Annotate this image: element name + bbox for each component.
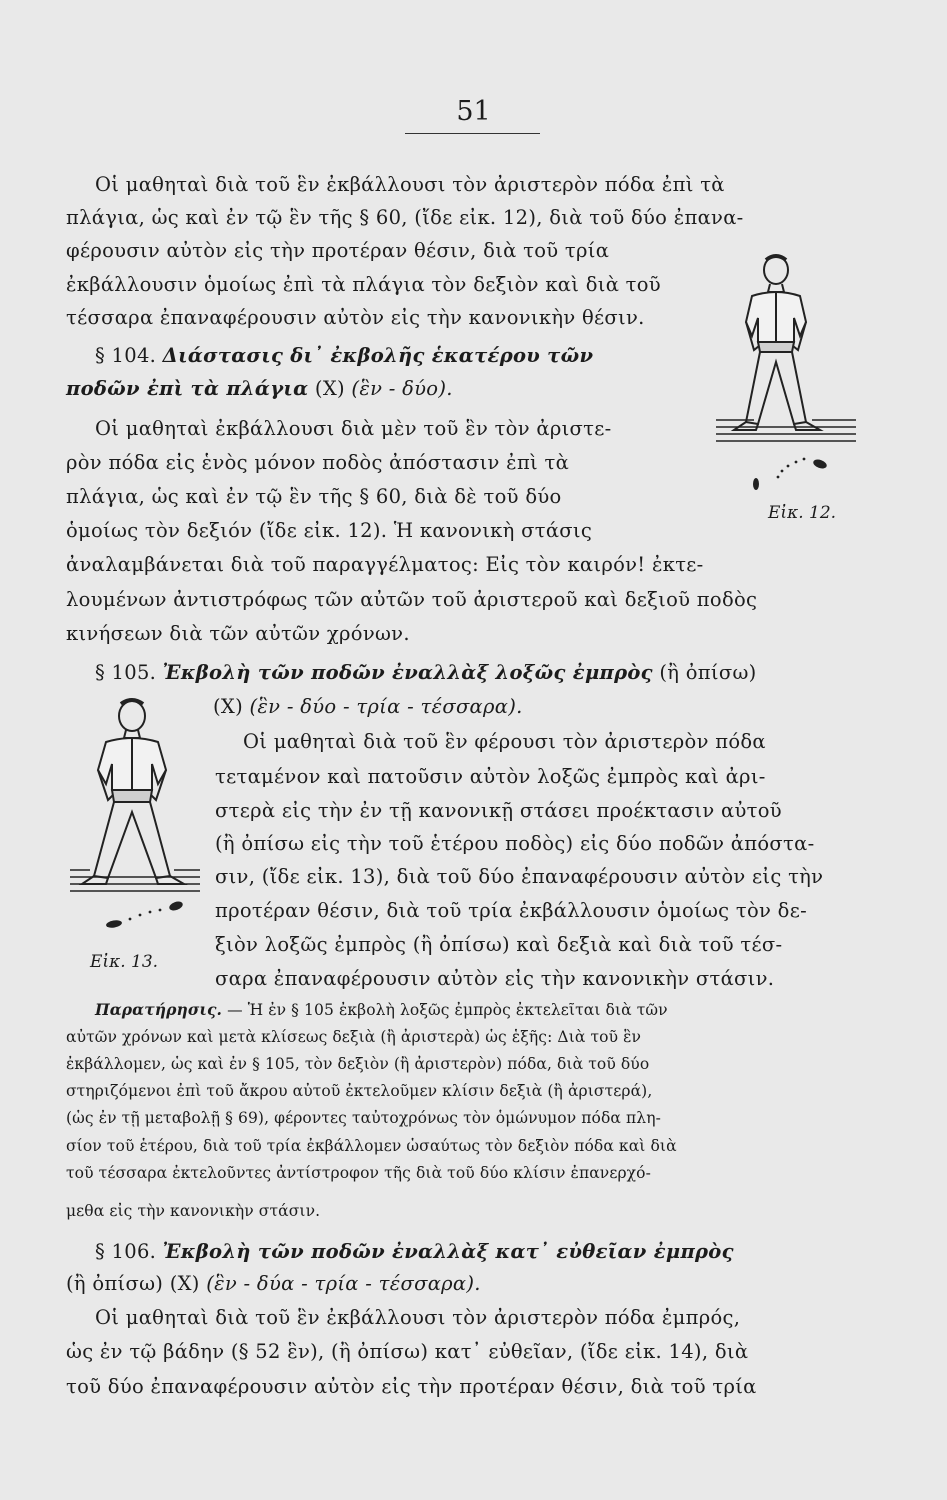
text-line: λουμένων ἀντιστρόφως τῶν αὐτῶν τοῦ ἀριστεροῦ καὶ δεξιοῦ ποδὸς [66,588,758,611]
text-line: στερὰ εἰς τὴν ἐν τῇ κανονικῇ στάσει προέκτασιν αὐτοῦ [215,799,782,822]
text-line: ὁμοίως τὸν δεξιόν (ἴδε εἰκ. 12). Ἡ κανονικὴ στάσις [66,519,593,542]
section-title-tail: (ἢ ὀπίσω) [659,661,757,684]
text-line: Οἱ μαθηταὶ ἐκβάλλουσι διὰ μὲν τοῦ ἓν τὸν ἀριστε- [95,417,612,440]
section-number: § 105. [95,661,157,684]
header-rule [405,133,540,134]
section-mark: (X) [213,695,243,718]
text-line: φέρουσιν αὐτὸν εἰς τὴν προτέραν θέσιν, διὰ τοῦ τρία [66,239,610,262]
section-heading [95,1237,734,1267]
text-line: τεταμένον καὶ πατοῦσιν αὐτὸν λοξῶς ἐμπρὸς καὶ ἀρι- [215,765,766,788]
remark-line: στηριζόμενοι ἐπὶ τοῦ ἄκρου αὐτοῦ ἐκτελοῦμεν κλίσιν δεξιὰ (ἢ ἀριστερά), [66,1082,653,1100]
remark-label: Παρατήρησις. [95,1000,223,1019]
text-line: τοῦ δύο ἐπαναφέρουσιν αὐτὸν εἰς τὴν προτέραν θέσιν, διὰ τοῦ τρία [66,1375,757,1398]
remark-line: τοῦ τέσσαρα ἐκτελοῦντες ἀντίστροφον τῆς διὰ τοῦ δύο κλίσιν ἐπανερχό- [66,1164,651,1182]
text-line: ἀναλαμβάνεται διὰ τοῦ παραγγέλματος: Εἰς τὸν καιρόν! ἐκτε- [66,553,704,576]
remark-first-line [95,998,668,1022]
section-heading [95,341,593,371]
text-line: πλάγια, ὡς καὶ ἐν τῷ ἓν τῆς § 60, διὰ δὲ τοῦ δύο [66,485,562,508]
text-line: σαρα ἐπαναφέρουσιν αὐτὸν εἰς τὴν κανονικὴν στάσιν. [215,967,775,990]
remark-text: — Ἡ ἐν § 105 ἐκβολὴ λοξῶς ἐμπρὸς ἐκτελεῖται διὰ τῶν [227,1001,668,1019]
section-title: Ἐκβολὴ τῶν ποδῶν ἐναλλὰξ λοξῶς ἐμπρὸς [162,661,653,684]
text-line: προτέραν θέσιν, διὰ τοῦ τρία ἐκβάλλουσιν ὁμοίως τὸν δε- [215,899,807,922]
text-line: Οἱ μαθηταὶ διὰ τοῦ ἓν ἐκβάλλουσι τὸν ἀριστερὸν πόδα ἐμπρός, [95,1306,741,1329]
section-number: § 104. [95,344,157,367]
remark-line: (ὡς ἐν τῇ μεταβολῇ § 69), φέροντες ταὐτοχρόνως τὸν ὁμώνυμον πόδα πλη- [66,1109,661,1127]
remark-line: ἐκβάλλομεν, ὡς καὶ ἐν § 105, τὸν δεξιὸν (ἢ ἀριστερὸν) πόδα, διὰ τοῦ δύο [66,1055,650,1073]
section-number: § 106. [95,1240,157,1263]
text-line: ρὸν πόδα εἰς ἑνὸς μόνον ποδὸς ἀπόστασιν ἐπὶ τὰ [66,451,570,474]
figure-12-caption: Εἰκ. 12. [768,503,837,523]
text-line: (ἢ ὀπίσω εἰς τὴν τοῦ ἑτέρου ποδὸς) εἰς δύο ποδῶν ἀπόστα- [215,832,815,855]
section-title: Διάστασις δι᾽ ἐκβολῆς ἑκατέρου τῶν [162,344,594,367]
count-words: (ἓν - δύο). [351,377,453,400]
text-line: ξιὸν λοξῶς ἐμπρὸς (ἢ ὀπίσω) καὶ δεξιὰ καὶ διὰ τοῦ τέσ- [215,933,783,956]
text-line: ὡς ἐν τῷ βάδην (§ 52 ἓν), (ἢ ὀπίσω) κατ᾽ εὐθεῖαν, (ἴδε εἰκ. 14), διὰ [66,1340,749,1363]
section-heading [95,658,757,688]
remark-line: αὐτῶν χρόνων καὶ μετὰ κλίσεως δεξιὰ (ἢ ἀριστερὰ) ὡς ἑξῆς: Διὰ τοῦ ἓν [66,1028,642,1046]
section-title: Ἐκβολὴ τῶν ποδῶν ἐναλλὰξ κατ᾽ εὐθεῖαν ἐμπρὸς [162,1240,734,1263]
figure-13-illustration [70,690,210,940]
section-title: ποδῶν ἐπὶ τὰ πλάγια [66,377,309,400]
section-mark: (X) [314,377,345,400]
page-number: 51 [456,96,491,127]
count-words: (ἓν - δύο - τρία - τέσσαρα). [249,695,523,718]
text-line: τέσσαρα ἐπαναφέρουσιν αὐτὸν εἰς τὴν κανονικὴν θέσιν. [66,306,645,329]
section-heading-cont [66,374,453,404]
text-line: κινήσεων διὰ τῶν αὐτῶν χρόνων. [66,622,410,645]
section-heading-cont [66,1269,481,1299]
text-line: σιν, (ἴδε εἰκ. 13), διὰ τοῦ δύο ἐπαναφέρουσιν αὐτὸν εἰς τὴν [215,865,824,888]
count-words: (ἓν - δύα - τρία - τέσσαρα). [206,1272,481,1295]
text-line: Οἱ μαθηταὶ διὰ τοῦ ἓν φέρουσι τὸν ἀριστερὸν πόδα [243,730,766,753]
figure-13-caption: Εἰκ. 13. [90,952,159,972]
section-mark: (ἢ ὀπίσω) (X) [66,1272,200,1295]
remark-line: σίον τοῦ ἑτέρου, διὰ τοῦ τρία ἐκβάλλομεν ὡσαύτως τὸν δεξιὸν πόδα καὶ διὰ [66,1137,677,1155]
text-line: πλάγια, ὡς καὶ ἐν τῷ ἓν τῆς § 60, (ἴδε εἰκ. 12), διὰ τοῦ δύο ἐπανα- [66,206,744,229]
text-line: ἐκβάλλουσιν ὁμοίως ἐπὶ τὰ πλάγια τὸν δεξιὸν καὶ διὰ τοῦ [66,273,661,296]
text-line: Οἱ μαθηταὶ διὰ τοῦ ἓν ἐκβάλλουσι τὸν ἀριστερὸν πόδα ἐπὶ τὰ [95,173,725,196]
figure-12-illustration [716,252,866,502]
section-heading-cont [213,692,523,722]
remark-line: μεθα εἰς τὴν κανονικὴν στάσιν. [66,1202,321,1220]
